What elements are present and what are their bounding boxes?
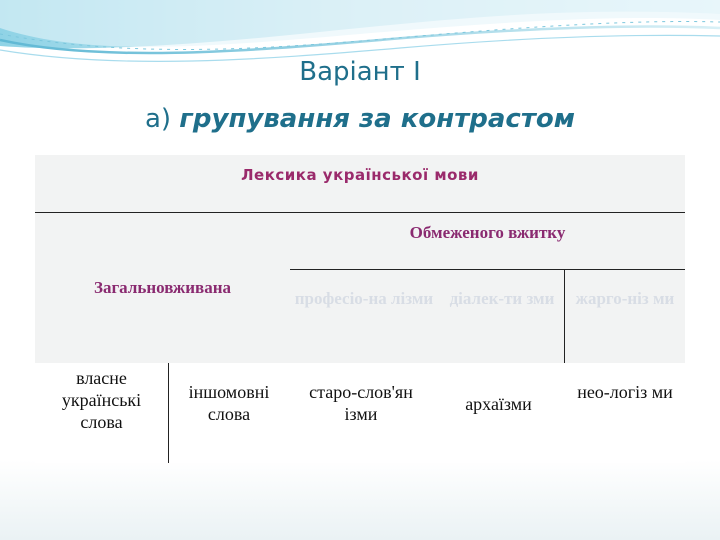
subcategory-dialectisms: діалек-ти зми [449, 288, 555, 308]
cell-archaisms: архаїзми [465, 394, 532, 414]
lexicon-table [35, 155, 685, 463]
rule-row-divider [168, 363, 169, 463]
cell-foreign-words: іншомовні слова [188, 382, 270, 424]
slide-subtitle [0, 104, 720, 134]
subtitle-prefix: а) [144, 104, 180, 134]
subcategory-jargonisms: жарго-ніз ми [575, 288, 675, 308]
cell-old-slavonicisms: старо-слов'ян ізми [309, 382, 413, 424]
restricted-lexicon-label: Обмеженого вжитку [409, 223, 566, 242]
slide-title: Варіант І [299, 57, 421, 87]
rule-col-divider [564, 270, 565, 363]
table-header: Лексика української мови [241, 166, 479, 184]
general-lexicon-label: Загальновживана [93, 278, 232, 297]
subtitle-emphasis: групування за контрастом [179, 104, 576, 134]
rule-restricted-bottom [290, 269, 685, 270]
cell-native-words: власне українські слова [61, 368, 142, 432]
subcategory-professionalisms: професіо-на лізми [294, 288, 434, 308]
bottom-shade [0, 460, 720, 540]
cell-neologisms: нео-логіз ми [577, 382, 673, 402]
